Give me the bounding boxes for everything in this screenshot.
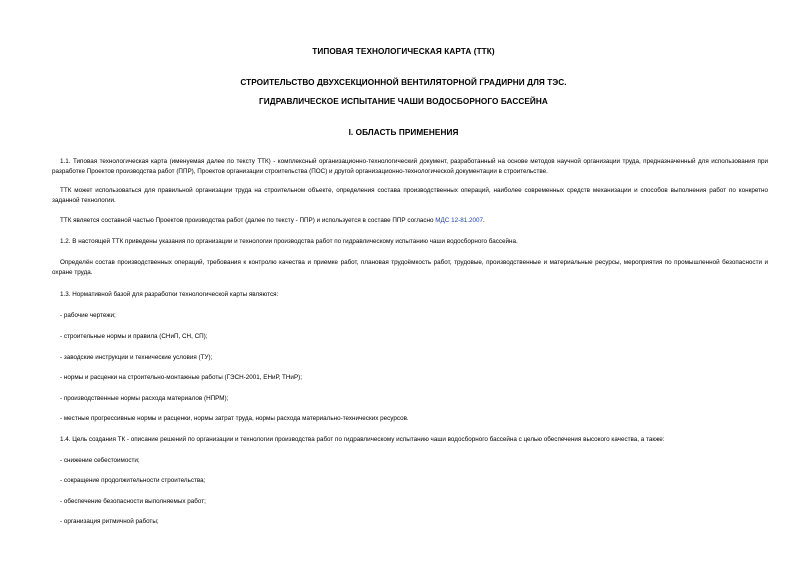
list-item: - нормы и расценки на строительно-монтажные работы (ГЭСН-2001, ЕНиР, ТНиР); bbox=[60, 374, 302, 381]
paragraph-1-3: 1.3. Нормативной базой для разработки технологической карты являются: bbox=[60, 291, 279, 298]
paragraph-ttk-usage bbox=[52, 186, 768, 206]
section-heading: I. ОБЛАСТЬ ПРИМЕНЕНИЯ bbox=[348, 128, 459, 137]
paragraph-text-end: . bbox=[482, 217, 485, 224]
paragraph-1-4: 1.4. Цель создания ТК - описание решений по организации и технологии производства работ по гидравлическому испытанию чаши водосборного бассейна с целью обеспечения высокого качества, а также: bbox=[60, 436, 665, 443]
paragraph-text: ТТК является составной частью Проектов производства работ (далее по тексту - ППР) и используется в составе ППР согласно bbox=[60, 217, 436, 224]
paragraph-text: Определён состав производственных операций, требования к контролю качества и приемке работ, плановая трудоёмкость работ, трудовые, производственные и материальные ресурсы, мероприятия по промышленной безопасности и охране труда. bbox=[52, 259, 768, 276]
list-item: - строительные нормы и правила (СНиП, СН, СП); bbox=[60, 333, 208, 340]
paragraph-operations bbox=[52, 258, 768, 278]
list-item: - снижение себестоимости; bbox=[60, 457, 140, 464]
document-subtitle: СТРОИТЕЛЬСТВО ДВУХСЕКЦИОННОЙ ВЕНТИЛЯТОРНОЙ ГРАДИРНИ ДЛЯ ТЭС. bbox=[240, 78, 567, 87]
paragraph-text: 1.1. Типовая технологическая карта (именуемая далее по тексту ТТК) - комплексный организационно-технологический документ, разработанный на основе методов научной организации труда, предназначенный для использования при разработке Проектов производства работ (ППР), Проектов организации строительства (ПОС) и другой организационно-технологической документации в строительстве. bbox=[52, 158, 768, 175]
paragraph-1-2 bbox=[52, 237, 768, 247]
document-title: ТИПОВАЯ ТЕХНОЛОГИЧЕСКАЯ КАРТА (ТТК) bbox=[312, 47, 495, 56]
document-subtitle-2: ГИДРАВЛИЧЕСКОЕ ИСПЫТАНИЕ ЧАШИ ВОДОСБОРНОГО БАССЕЙНА bbox=[259, 97, 548, 106]
list-item: - организация ритмичной работы; bbox=[60, 518, 159, 525]
list-item: - местные прогрессивные нормы и расценки, нормы затрат труда, нормы расхода материально-технических ресурсов. bbox=[60, 415, 409, 422]
list-item: - обеспечение безопасности выполняемых работ; bbox=[60, 498, 206, 505]
list-item: - рабочие чертежи; bbox=[60, 312, 116, 319]
list-item: - заводские инструкции и технические условия (ТУ); bbox=[60, 354, 213, 361]
list-item: - производственные нормы расхода материалов (НПРМ); bbox=[60, 395, 229, 402]
paragraph-1-1 bbox=[52, 157, 768, 177]
mds-link[interactable]: МДС 12-81.2007 bbox=[435, 217, 483, 224]
list-item: - сокращение продолжительности строительства; bbox=[60, 477, 206, 484]
paragraph-text: ТТК может использоваться для правильной организации труда на строительном объекте, определения состава производственных операций, наиболее современных средств механизации и способов выполнения работ по конкретно заданной технологии. bbox=[52, 187, 768, 204]
paragraph-ttk-ppr bbox=[52, 216, 768, 226]
paragraph-text: 1.2. В настоящей ТТК приведены указания по организации и технологии производства работ по гидравлическому испытанию чаши водосборного бассейна. bbox=[60, 238, 518, 245]
